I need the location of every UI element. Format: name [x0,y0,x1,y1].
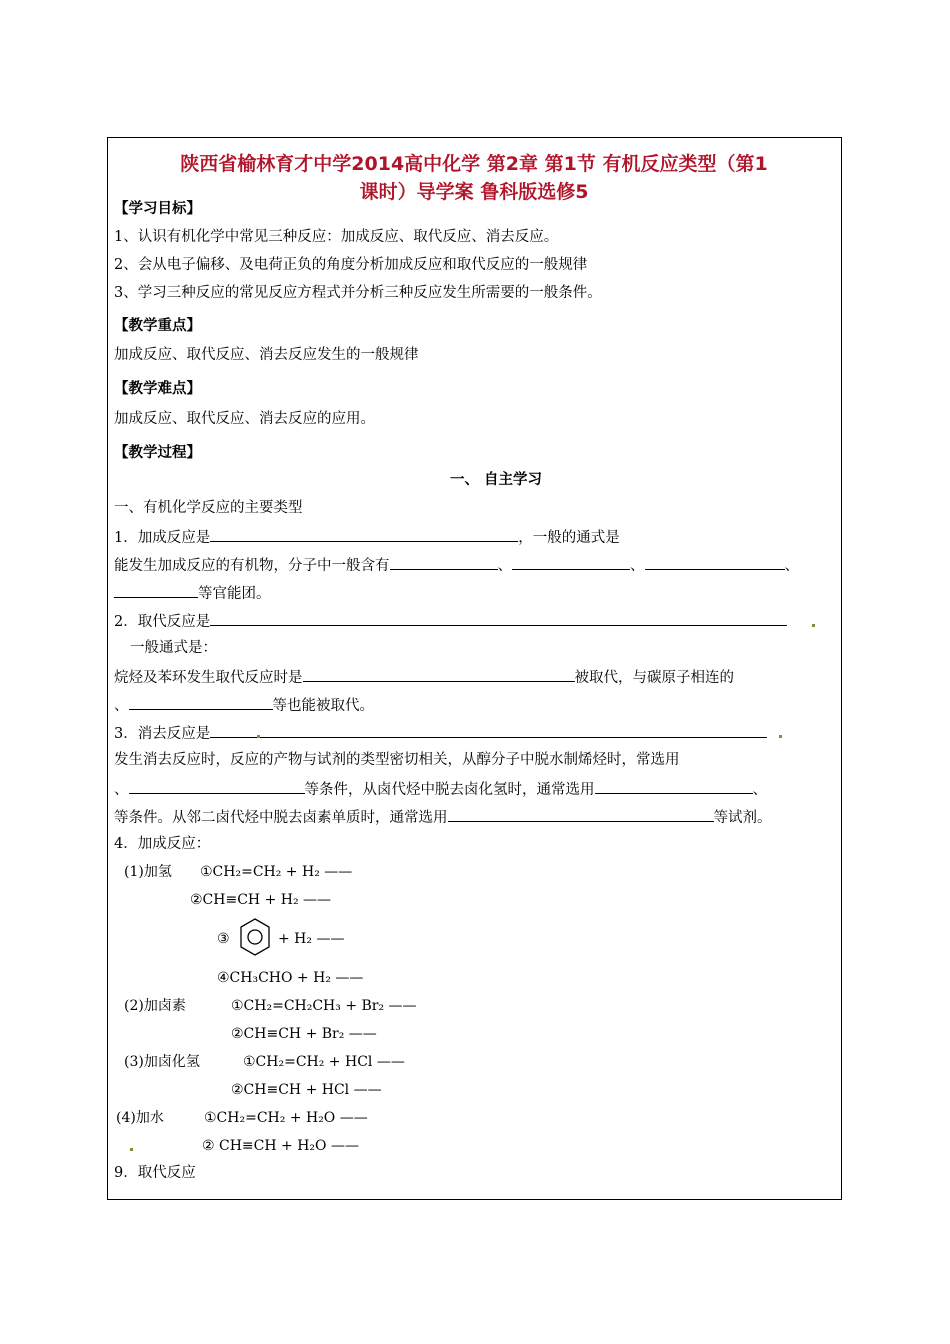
stray-mark [130,1148,133,1151]
hydration-eq-1: ①CH₂=CH₂ + H₂O —— [204,1110,368,1126]
stray-mark [257,735,260,738]
functional-group-blank-4[interactable] [114,582,198,598]
addition-definition-blank[interactable] [210,526,518,542]
substitution-reactions-heading: 9．取代反应 [114,1165,196,1181]
hydrohalogenation-label: (3)加卤化氢 [124,1054,200,1070]
hydrogenation-eq-1: ①CH₂=CH₂ + H₂ —— [200,864,353,880]
substitution-formula-label: 一般通式是： [130,640,217,656]
elimination-label: 3．消去反应是 [114,726,211,742]
addition-label: 1．加成反应是 [114,530,211,546]
hydration-eq-2: ② CH≡CH + H₂O —— [202,1138,359,1154]
functional-groups-label: 能发生加成反应的有机物，分子中一般含有 [114,558,390,574]
dehydration-conditions-blank[interactable] [129,778,305,794]
separator: 、 [752,782,767,798]
dehalogenation-reagent-blank[interactable] [448,806,714,822]
hydrogenation-label: (1)加氢 [124,864,172,880]
functional-groups-line [114,554,799,576]
separator: 、 [114,782,129,798]
benzene-ring-icon [239,917,271,957]
objective-1: 1、认识有机化学中常见三种反应：加成反应、取代反应、消去反应。 [114,229,559,245]
halogen-addition-eq-2: ②CH≡CH + Br₂ —— [231,1026,377,1042]
functional-group-blank-1[interactable] [390,554,498,570]
hydrogenation-eq-2: ②CH≡CH + H₂ —— [190,892,332,908]
substitution-label: 2．取代反应是 [114,614,211,630]
objective-2: 2、会从电子偏移、及电荷正负的角度分析加成反应和取代反应的一般规律 [114,257,588,273]
document-title [110,150,838,206]
substituted-groups-blank[interactable] [129,694,273,710]
title-line-2: 课时）导学案 鲁科版选修5 [359,181,589,203]
dehydrohalogenation-label: 等条件，从卤代烃中脱去卤化氢时，通常选用 [304,782,595,798]
dehalogenation-suffix: 等试剂。 [713,810,772,826]
substitution-definition-blank[interactable] [210,610,787,626]
addition-reactions-heading: 4．加成反应： [114,836,211,852]
title-line-1: 陕西省榆林育才中学2014高中化学 第2章 第1节 有机反应类型（第1 [180,153,768,175]
elimination-definition-blank[interactable] [210,722,767,738]
hydration-label: (4)加水 [116,1110,164,1126]
functional-groups-line-2 [114,582,271,604]
separator: 、 [784,558,799,574]
hydrohalogenation-eq-1: ①CH₂=CH₂ + HCl —— [243,1054,405,1070]
substitution-definition-line [114,610,787,632]
separator: 、 [114,698,129,714]
substituted-groups-suffix: 等也能被取代。 [272,698,374,714]
separator: 、 [630,558,645,574]
hydrogenation-eq-3: + H₂ —— [278,931,345,947]
carbon-attached-label: 被取代，与碳原子相连的 [574,670,734,686]
alkane-substitution-label: 烷烃及苯环发生取代反应时是 [114,670,303,686]
hydrogenation-eq-3-number: ③ [217,931,230,947]
dehalogenation-label: 等条件。从邻二卤代烃中脱去卤素单质时，通常选用 [114,810,448,826]
difficulties-text: 加成反应、取代反应、消去反应的应用。 [114,411,375,427]
key-points-heading: 【教学重点】 [114,318,201,334]
functional-group-blank-3[interactable] [645,554,785,570]
stray-mark [812,624,815,627]
difficulties-heading: 【教学难点】 [114,381,201,397]
elimination-definition-line [114,722,767,744]
hydrohalogenation-eq-2: ②CH≡CH + HCl —— [231,1082,382,1098]
alkane-substituted-blank[interactable] [303,666,575,682]
halogen-addition-eq-1: ①CH₂=CH₂CH₃ + Br₂ —— [231,998,417,1014]
functional-groups-suffix: 等官能团。 [198,586,271,602]
objective-3: 3、学习三种反应的常见反应方程式并分析三种反应发生所需要的一般条件。 [114,285,602,301]
addition-definition-line [114,526,620,548]
general-formula-label: ，一般的通式是 [518,530,620,546]
elimination-conditions-line: 发生消去反应时，反应的产物与试剂的类型密切相关，从醇分子中脱水制烯烃时，常选用 [114,752,680,768]
dehalogenation-line [114,806,772,828]
self-study-heading: 一、 自主学习 [450,472,543,488]
separator: 、 [497,558,512,574]
alkane-substitution-line [114,666,734,688]
dehydration-conditions-line [114,778,767,800]
functional-group-blank-2[interactable] [512,554,630,570]
objectives-heading: 【学习目标】 [114,201,201,217]
stray-mark [779,735,782,738]
process-heading: 【教学过程】 [114,445,201,461]
halogen-addition-label: (2)加卤素 [124,998,186,1014]
substituted-groups-line [114,694,374,716]
hydrogenation-eq-4: ④CH₃CHO + H₂ —— [217,970,364,986]
key-points-text: 加成反应、取代反应、消去反应发生的一般规律 [114,347,419,363]
reaction-types-heading: 一、有机化学反应的主要类型 [114,500,303,516]
dehydrohalogenation-blank[interactable] [595,778,753,794]
